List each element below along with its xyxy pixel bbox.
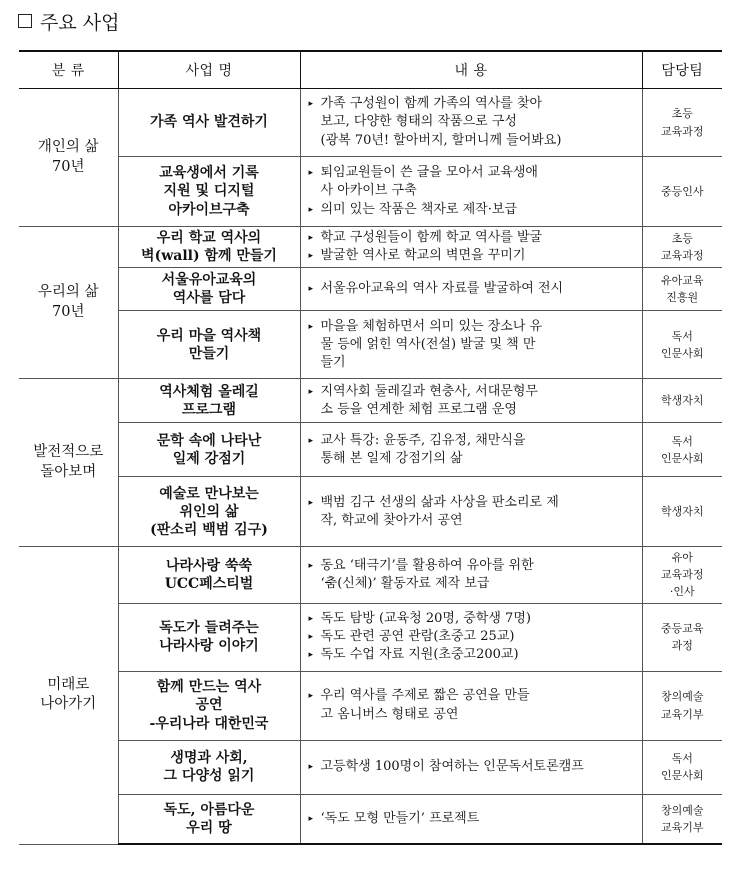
project-name-line: 일제 강점기 (172, 450, 246, 467)
table-row (19, 379, 722, 423)
table-row (19, 227, 722, 268)
table-row (19, 423, 722, 477)
triangle-bullet-icon: ▸ (308, 321, 314, 332)
owner-team-line: 창의예술 (660, 803, 704, 817)
category-cell (19, 89, 118, 227)
owner-team-line: 독서 (671, 434, 693, 448)
content-text: 통해 본 일제 강점기의 삶 (320, 450, 463, 466)
triangle-bullet-icon: ▸ (308, 631, 314, 642)
table-row (19, 740, 722, 794)
owner-team-cell (642, 379, 722, 423)
content-bullet (309, 318, 636, 373)
project-name-line: 독도, 아름다운 (163, 801, 255, 818)
project-name-line: 우리 땅 (186, 819, 232, 836)
owner-team-line: 독서 (671, 751, 693, 765)
owner-team-line: 유아 (671, 551, 693, 565)
content-text: 발굴한 역사로 학교의 벽면을 꾸미기 (320, 248, 526, 264)
owner-team-cell (642, 268, 722, 311)
triangle-bullet-icon: ▸ (308, 284, 314, 295)
table-row (19, 671, 722, 740)
project-name-line: (판소리 백범 김구) (150, 521, 268, 538)
owner-team-cell (642, 603, 722, 671)
content-cell (300, 671, 642, 740)
owner-team-line: 과정 (671, 639, 693, 653)
content-text: 들기 (320, 354, 346, 370)
category-label: 나아가기 (40, 696, 97, 713)
project-name-line: 문학 속에 나타난 (156, 432, 262, 449)
triangle-bullet-icon: ▸ (308, 761, 314, 772)
content-text: 독도 탐방 (교육청 20명, 중학생 7명) (320, 610, 531, 626)
project-name-line: 그 다양성 읽기 (163, 768, 255, 785)
content-cell (300, 311, 642, 379)
project-name-line: 지원 및 디지털 (163, 183, 255, 200)
owner-team-cell (642, 477, 722, 547)
content-cell (300, 379, 642, 423)
content-text: 서울유아교육의 역사 자료를 발굴하여 전시 (320, 281, 564, 297)
owner-team-line: 중등교육 (660, 621, 704, 635)
content-bullet (309, 164, 636, 200)
owner-team-line: 교육과정 (660, 124, 704, 138)
project-name-line: 만들기 (188, 345, 230, 362)
content-cell (300, 227, 642, 268)
triangle-bullet-icon: ▸ (308, 233, 314, 243)
project-name-line: 위인의 삶 (179, 503, 239, 520)
owner-team-cell (642, 227, 722, 268)
content-text: ‘독도 모형 만들기’ 프로젝트 (320, 810, 480, 826)
content-text: 보고, 다양한 형태의 작품으로 구성 (320, 114, 517, 130)
owner-team-cell (642, 423, 722, 477)
content-cell (300, 740, 642, 794)
category-label: 발전적으로 (33, 444, 104, 461)
project-name-line: 우리 마을 역사책 (156, 327, 262, 344)
table-row (19, 547, 722, 603)
project-name-cell (118, 379, 300, 423)
project-name-cell (118, 89, 300, 157)
content-bullet (309, 494, 636, 530)
owner-team-line: 학생자치 (660, 505, 704, 519)
triangle-bullet-icon: ▸ (308, 650, 314, 661)
content-text: (광복 70년! 할아버지, 할머니께 들어봐요) (320, 132, 562, 148)
category-label: 우리의 삶 (37, 284, 99, 301)
content-text: 동요 ‘태극기’를 활용하여 유아를 위한 (320, 557, 534, 573)
project-name-cell (118, 268, 300, 311)
project-name-cell (118, 547, 300, 603)
triangle-bullet-icon: ▸ (308, 691, 314, 702)
content-text: 사 아카이브 구축 (320, 183, 417, 199)
project-name-line: 서울유아교육의 (161, 272, 257, 289)
projects-table (19, 50, 722, 845)
project-name-cell (118, 477, 300, 547)
project-name-cell (118, 671, 300, 740)
project-name-line: 함께 만드는 역사 (156, 679, 262, 696)
owner-team-cell (642, 157, 722, 227)
content-text: 교사 특강: 윤동주, 김유정, 채만식을 (320, 432, 526, 448)
table-row (19, 268, 722, 311)
owner-team-line: 교육기부 (660, 820, 704, 834)
content-cell (300, 268, 642, 311)
content-text: 백범 김구 선생의 삶과 사상을 판소리로 제 (320, 494, 559, 510)
content-text: 물 등에 얽힌 역사(전설) 발굴 및 책 만 (320, 336, 536, 352)
project-name-cell (118, 311, 300, 379)
header-content: 내 용 (300, 51, 642, 89)
owner-team-cell (642, 547, 722, 603)
owner-team-cell (642, 89, 722, 157)
content-text: 고등학생 100명이 참여하는 인문독서토론캠프 (320, 758, 584, 774)
content-bullet (309, 95, 636, 150)
content-text: 독도 수업 자료 지원(초중고200교) (320, 647, 519, 663)
table-header-row (19, 51, 722, 89)
content-cell (300, 794, 642, 844)
table-row (19, 311, 722, 379)
content-text: 가족 구성원이 함께 가족의 역사를 찾아 (320, 96, 543, 112)
content-cell (300, 89, 642, 157)
content-text: 의미 있는 작품은 책자로 제작·보급 (320, 201, 517, 217)
owner-team-line: 독서 (671, 329, 693, 343)
table-row (19, 477, 722, 547)
owner-team-cell (642, 311, 722, 379)
content-bullet (309, 201, 636, 219)
project-name-line: UCC페스티벌 (164, 575, 254, 592)
project-name-line: 생명과 사회, (170, 749, 248, 766)
content-text: 우리 역사를 주제로 짧은 공연을 만들 (320, 688, 530, 704)
triangle-bullet-icon: ▸ (308, 560, 314, 571)
owner-team-line: 인문사회 (660, 346, 704, 360)
content-text: 마을을 체험하면서 의미 있는 장소나 유 (320, 318, 543, 334)
category-cell (19, 547, 118, 844)
project-name-line: 나라사랑 이야기 (159, 638, 259, 655)
project-name-line: 아카이브구축 (168, 201, 250, 218)
content-bullet (309, 247, 636, 265)
content-bullet (309, 810, 636, 828)
owner-team-line: ·인사 (669, 585, 695, 599)
project-name-line: 프로그램 (181, 401, 237, 418)
triangle-bullet-icon: ▸ (308, 99, 314, 110)
owner-team-cell (642, 740, 722, 794)
category-label: 70년 (52, 303, 85, 320)
content-cell (300, 157, 642, 227)
content-bullet (309, 280, 636, 298)
project-name-line: 교육생에서 기록 (159, 165, 259, 182)
content-text: 소 등을 연계한 체험 프로그램 운영 (320, 401, 517, 417)
content-text: 퇴임교원들이 쓴 글을 모아서 교육생애 (320, 165, 538, 181)
project-name-cell (118, 603, 300, 671)
owner-team-cell (642, 671, 722, 740)
triangle-bullet-icon: ▸ (308, 251, 314, 262)
project-name-cell (118, 157, 300, 227)
owner-team-line: 인문사회 (660, 451, 704, 465)
project-name-cell (118, 423, 300, 477)
project-name-line: 가족 역사 발견하기 (150, 114, 268, 131)
category-label: 70년 (52, 158, 85, 175)
table-row (19, 89, 722, 157)
project-name-cell (118, 794, 300, 844)
category-label: 미래로 (47, 676, 90, 693)
content-bullet (309, 646, 636, 664)
table-row (19, 603, 722, 671)
triangle-bullet-icon: ▸ (308, 168, 314, 179)
content-cell (300, 603, 642, 671)
header-category: 분 류 (19, 51, 118, 89)
project-name-line: 우리 학교 역사의 (156, 230, 262, 246)
project-name-line: 공연 (195, 697, 223, 714)
category-cell (19, 379, 118, 547)
triangle-bullet-icon: ▸ (308, 497, 314, 508)
content-text: ‘춤(신체)’ 활동자료 제작 보급 (320, 575, 490, 591)
content-cell (300, 477, 642, 547)
triangle-bullet-icon: ▸ (308, 613, 314, 624)
category-label: 개인의 삶 (37, 138, 99, 155)
category-label: 돌아보며 (40, 463, 97, 480)
content-text: 지역사회 둘레길과 현충사, 서대문형무 (320, 383, 538, 399)
owner-team-line: 초등 (671, 232, 693, 246)
content-text: 고 옴니버스 형태로 공연 (320, 706, 459, 722)
owner-team-line: 인문사회 (660, 769, 704, 783)
section-title-text: 주요 사업 (40, 11, 120, 34)
section-title (18, 6, 119, 36)
content-text: 작, 학교에 찾아가서 공연 (320, 512, 463, 528)
owner-team-line: 중등인사 (660, 184, 704, 198)
owner-team-line: 유아교육 (660, 274, 704, 288)
content-bullet (309, 432, 636, 468)
header-owner: 담당팀 (642, 51, 722, 89)
header-project: 사업 명 (118, 51, 300, 89)
owner-team-line: 교육과정 (660, 249, 704, 263)
triangle-bullet-icon: ▸ (308, 813, 314, 824)
triangle-bullet-icon: ▸ (308, 386, 314, 397)
content-text: 학교 구성원들이 함께 학교 역사를 발굴 (320, 230, 543, 245)
owner-team-cell (642, 794, 722, 844)
triangle-bullet-icon: ▸ (308, 435, 314, 446)
project-name-line: 나라사랑 쑥쑥 (165, 557, 253, 574)
project-name-line: 역사체험 올레길 (159, 383, 259, 400)
content-text: 독도 관련 공연 관람(초중고 25교) (320, 628, 515, 644)
category-cell (19, 227, 118, 379)
content-cell (300, 547, 642, 603)
content-bullet (309, 628, 636, 646)
triangle-bullet-icon: ▸ (308, 204, 314, 215)
owner-team-line: 교육기부 (660, 707, 704, 721)
content-bullet (309, 557, 636, 593)
project-name-line: 벽(wall) 함께 만들기 (141, 248, 277, 265)
content-bullet (309, 610, 636, 628)
owner-team-line: 초등 (671, 107, 693, 121)
project-name-line: 예술로 만나보는 (159, 485, 259, 502)
table-row (19, 157, 722, 227)
content-bullet (309, 229, 636, 247)
checkbox-square-icon (18, 14, 32, 28)
owner-team-line: 진흥원 (666, 291, 699, 305)
owner-team-line: 학생자치 (660, 394, 704, 408)
project-name-line: 독도가 들려주는 (159, 619, 259, 636)
content-bullet (309, 687, 636, 723)
content-bullet (309, 758, 636, 776)
project-name-cell (118, 740, 300, 794)
owner-team-line: 창의예술 (660, 690, 704, 704)
owner-team-line: 교육과정 (660, 568, 704, 582)
content-bullet (309, 383, 636, 419)
table-row (19, 794, 722, 844)
project-name-cell (118, 227, 300, 268)
content-cell (300, 423, 642, 477)
project-name-line: 역사를 담다 (172, 290, 246, 307)
project-name-line: -우리나라 대한민국 (149, 715, 269, 732)
